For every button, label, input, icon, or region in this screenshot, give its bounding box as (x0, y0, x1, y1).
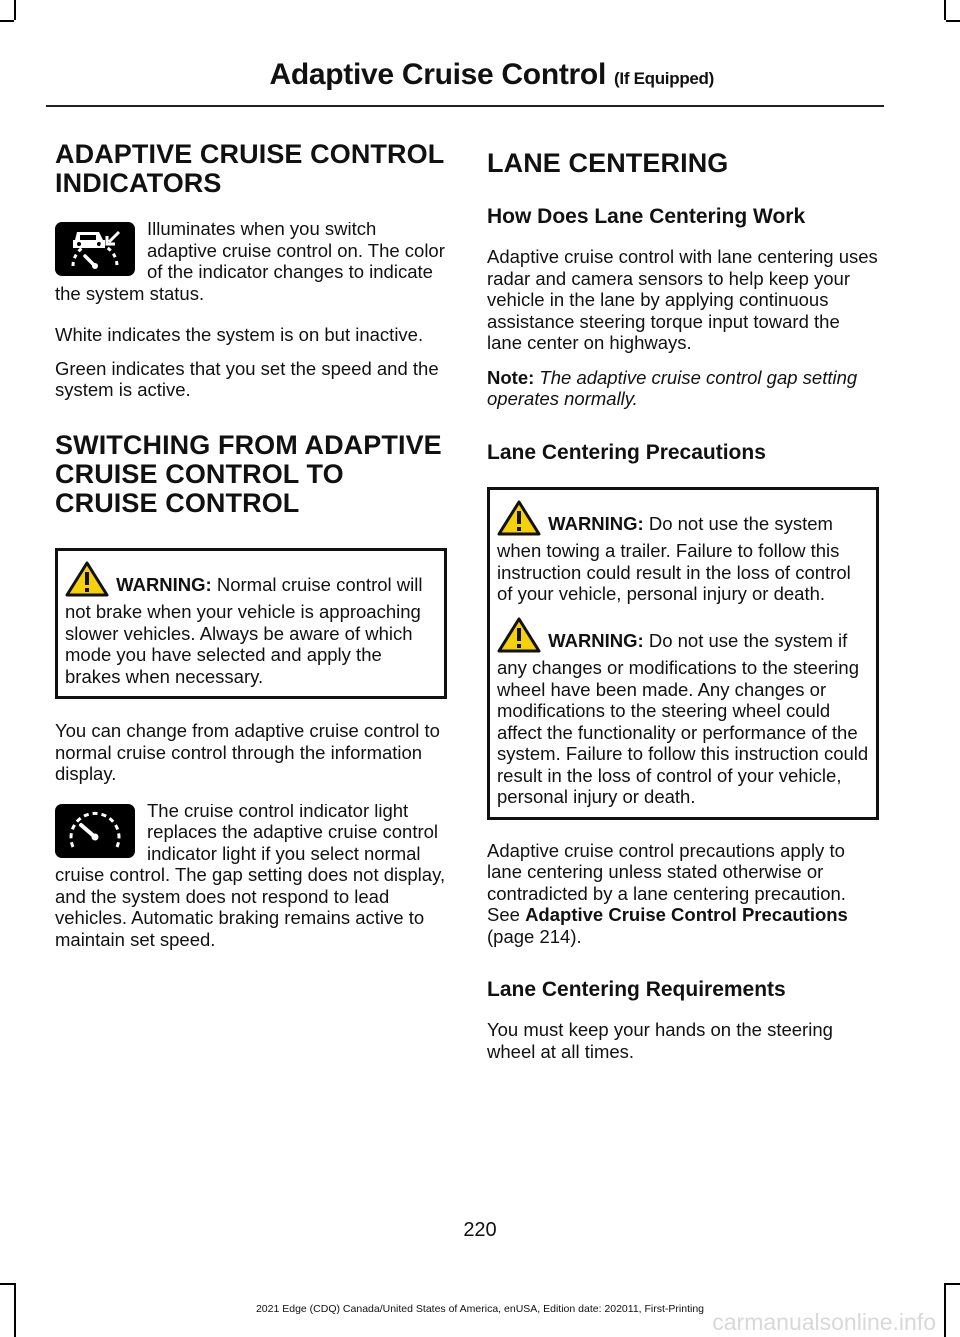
indicators-section (55, 222, 447, 304)
warning2-paragraph (497, 617, 870, 808)
requirements-heading: Lane Centering Requirements (487, 978, 786, 1001)
see-page-ref: (page 214). (487, 925, 582, 947)
crop-mark (946, 1283, 960, 1285)
warning1-text: Do not use the system when towing a trailer. Failure to follow this instruction could result in the loss of control of your vehicle, personal injury or death. (497, 512, 851, 604)
cruise-control-indicator-icon (55, 804, 135, 858)
apply-text: Adaptive cruise control precautions apply to lane centering unless stated otherwise or contradicted by a lane centering precaution. (487, 839, 846, 904)
precautions-apply-text (487, 840, 879, 948)
warning-paragraph (65, 561, 438, 688)
warning-triangle-icon (497, 617, 541, 658)
left-column (55, 140, 447, 950)
crop-mark (946, 20, 960, 22)
requirements-text: You must keep your hands on the steering wheel at all times. (487, 1019, 833, 1062)
warning2-text: Do not use the system if any changes or modifications to the steering wheel have been made. Any changes or modifications to the steering wheel could affect the functionality or performance of the system. Failure to follow this instruction could result in the loss of control of your vehicle, personal injury or death. (497, 629, 869, 807)
page-header-title (270, 58, 715, 92)
cruise-indicator-section (55, 804, 447, 951)
lane-warning-box (487, 487, 879, 820)
note-text: The adaptive cruise control gap setting operates normally. (487, 366, 858, 409)
switching-heading: SWITCHING FROM ADAPTIVE CRUISE CONTROL TO CRUISE CONTROL (55, 429, 442, 518)
warning1-label: WARNING: (548, 512, 644, 534)
crop-mark (14, 0, 16, 20)
indicators-heading: ADAPTIVE CRUISE CONTROL INDICATORS (55, 139, 444, 198)
header-title-suffix: (If Equipped) (614, 69, 714, 88)
crop-mark (0, 1283, 14, 1285)
warning-box (55, 548, 447, 700)
watermark: carmanualsonline.info (712, 1309, 936, 1335)
lane-centering-heading: LANE CENTERING (487, 148, 729, 178)
warning-label: WARNING: (116, 573, 212, 595)
warning-text: Normal cruise control will not brake when your vehicle is approaching slower vehicles. Always be aware of which mode you have selected and apply the brakes when necessary. (65, 573, 423, 687)
warning1-paragraph (497, 500, 870, 605)
note-label: Note: (487, 366, 535, 388)
crop-mark (944, 0, 946, 20)
indicators-intro: Illuminates when you switch adaptive cruise control on. The color of the indicator changes to indicate the system status. (55, 222, 445, 304)
how-lane-centering-text: Adaptive cruise control with lane centering uses radar and camera sensors to help keep your vehicle in the lane by applying continuous assistance steering torque input toward the lane center on highways. (487, 246, 878, 353)
see-word: See (487, 904, 520, 925)
note-paragraph (487, 367, 879, 410)
precautions-heading: Lane Centering Precautions (487, 440, 766, 464)
how-lane-centering-heading: How Does Lane Centering Work (487, 205, 806, 228)
green-indication-text: Green indicates that you set the speed and the system is active. (55, 357, 439, 400)
page-number: 220 (463, 1219, 497, 1241)
crop-mark (0, 20, 14, 22)
right-column (487, 140, 879, 1062)
edition-line: 2021 Edge (CDQ) Canada/United States of America, enUSA, Edition date: 202011, First-Printing (255, 1303, 705, 1315)
precautions-link[interactable]: Adaptive Cruise Control Precautions (525, 904, 848, 925)
header-divider (46, 105, 884, 107)
warning-triangle-icon (497, 500, 541, 541)
change-mode-text: You can change from adaptive cruise control to normal cruise control through the information display. (55, 720, 440, 784)
warning-triangle-icon (65, 561, 109, 602)
header-title-text: Adaptive Cruise Control (269, 58, 606, 91)
white-indication-text: White indicates the system is on but inactive. (55, 324, 424, 345)
warning2-label: WARNING: (548, 629, 644, 651)
adaptive-cruise-indicator-icon (55, 222, 135, 276)
cruise-indicator-text: The cruise control indicator light replaces the adaptive cruise control indicator light if you select normal cruise control. The gap setting does not display, and the system does not respond to lead vehicles. Automatic braking remains active to maintain set speed. (55, 803, 446, 950)
